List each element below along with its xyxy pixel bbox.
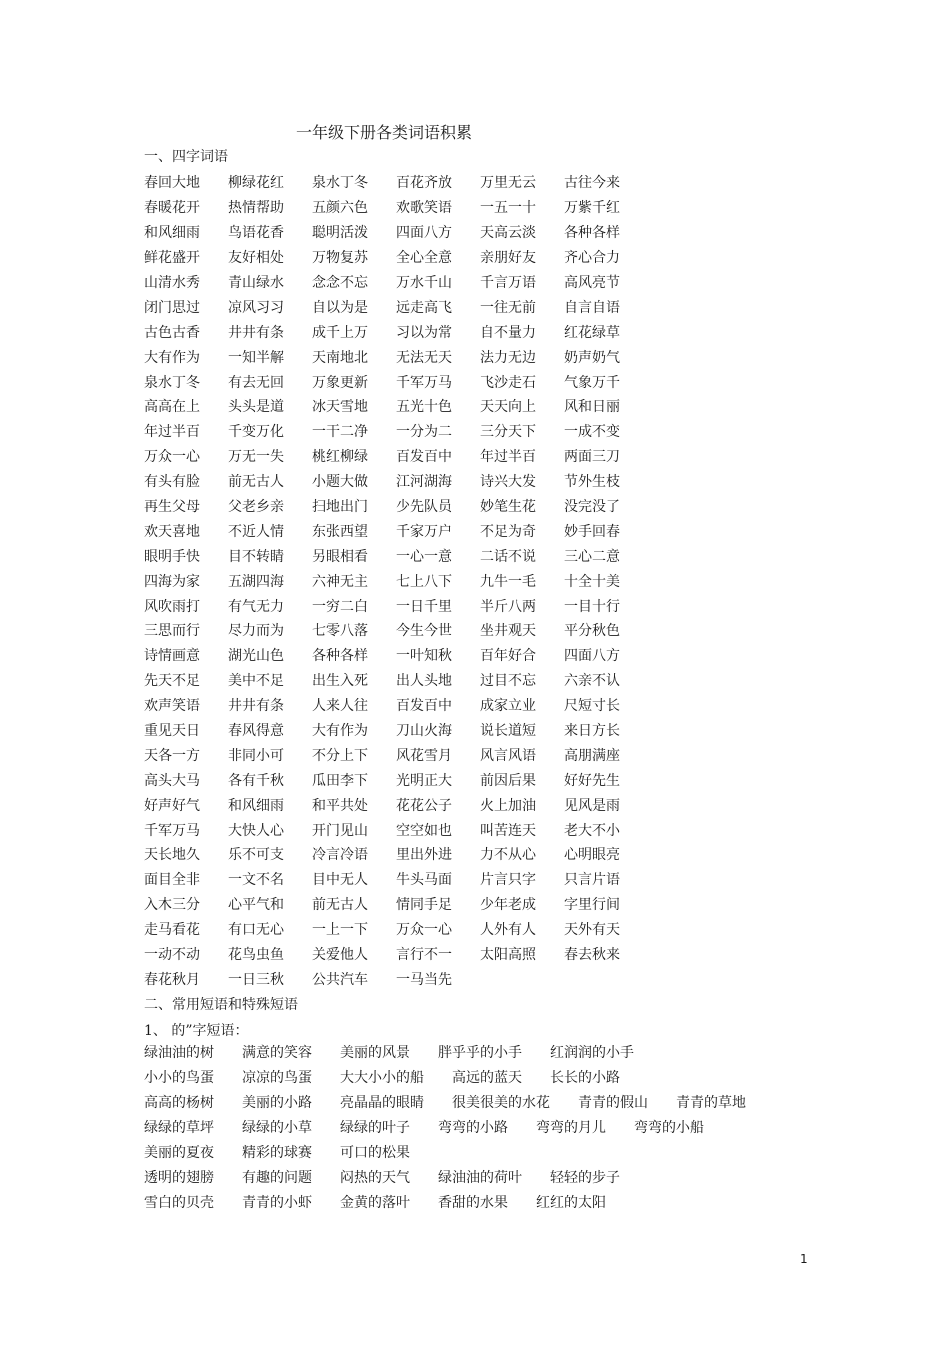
idiom-item: 妙手回春 <box>564 523 620 540</box>
phrase-item: 胖乎乎的小手 <box>438 1045 522 1062</box>
idiom-item: 聪明活泼 <box>312 225 368 242</box>
idiom-item: 无法无天 <box>396 349 452 366</box>
idiom-item: 父老乡亲 <box>228 499 284 516</box>
idiom-item: 两面三刀 <box>564 449 620 466</box>
idiom-item: 古色古香 <box>144 324 200 341</box>
section-heading-phrases: 二、常用短语和特殊短语 <box>144 997 298 1013</box>
idiom-item: 井井有条 <box>228 698 284 715</box>
phrase-row <box>144 1115 774 1140</box>
idiom-item: 千家万户 <box>396 523 452 540</box>
idiom-item: 一知半解 <box>228 349 284 366</box>
idiom-item: 空空如也 <box>396 822 452 839</box>
idiom-item: 非同小可 <box>228 747 284 764</box>
idiom-item: 乐不可支 <box>228 847 284 864</box>
idiom-item: 入木三分 <box>144 897 200 914</box>
idiom-row <box>144 767 648 792</box>
idiom-item: 尺短寸长 <box>564 698 620 715</box>
phrase-row <box>144 1090 774 1115</box>
phrase-list <box>144 1040 774 1214</box>
phrase-row <box>144 1164 774 1189</box>
idiom-item: 五光十色 <box>396 399 452 416</box>
idiom-item: 平分秋色 <box>564 623 620 640</box>
idiom-item: 花花公子 <box>396 797 452 814</box>
idiom-item: 自言自语 <box>564 299 620 316</box>
idiom-item: 一往无前 <box>480 299 536 316</box>
idiom-item: 千军万马 <box>144 822 200 839</box>
idiom-item: 全心全意 <box>396 250 452 267</box>
idiom-item: 美中不足 <box>228 673 284 690</box>
idiom-item: 天天向上 <box>480 399 536 416</box>
idiom-item: 好好先生 <box>564 772 620 789</box>
idiom-item: 成家立业 <box>480 698 536 715</box>
idiom-row <box>144 319 648 344</box>
idiom-item: 诗兴大发 <box>480 474 536 491</box>
idiom-item: 来日方长 <box>564 723 620 740</box>
idiom-item: 闭门思过 <box>144 299 200 316</box>
idiom-item: 只言片语 <box>564 872 620 889</box>
idiom-item: 百年好合 <box>480 648 536 665</box>
idiom-item: 不近人情 <box>228 523 284 540</box>
idiom-item: 六神无主 <box>312 573 368 590</box>
idiom-row <box>144 892 648 917</box>
idiom-row <box>144 369 648 394</box>
idiom-item: 百发百中 <box>396 449 452 466</box>
idiom-item: 前无古人 <box>312 897 368 914</box>
idiom-item: 自不量力 <box>480 324 536 341</box>
idiom-item: 友好相处 <box>228 250 284 267</box>
idiom-item: 万象更新 <box>312 374 368 391</box>
idiom-row <box>144 718 648 743</box>
idiom-item: 见风是雨 <box>564 797 620 814</box>
idiom-row <box>144 618 648 643</box>
idiom-item: 法力无边 <box>480 349 536 366</box>
idiom-row <box>144 568 648 593</box>
idiom-row <box>144 394 648 419</box>
phrase-row <box>144 1140 774 1165</box>
idiom-item: 千言万语 <box>480 275 536 291</box>
idiom-item: 花鸟虫鱼 <box>228 947 284 964</box>
idiom-item: 火上加油 <box>480 797 536 814</box>
idiom-item: 高高在上 <box>144 399 200 416</box>
idiom-item: 成千上万 <box>312 324 368 341</box>
phrase-row <box>144 1040 774 1065</box>
idiom-item: 光明正大 <box>396 772 452 789</box>
idiom-item: 百花齐放 <box>396 175 452 192</box>
phrase-item: 绿绿的叶子 <box>340 1120 410 1137</box>
idiom-item: 欢天喜地 <box>144 523 200 540</box>
idiom-item: 天外有天 <box>564 922 620 939</box>
idiom-row <box>144 344 648 369</box>
idiom-item: 走马看花 <box>144 922 200 939</box>
idiom-item: 七上八下 <box>396 573 452 590</box>
idiom-row <box>144 419 648 444</box>
phrase-item: 美丽的小路 <box>242 1095 312 1112</box>
idiom-row <box>144 543 648 568</box>
idiom-item: 春去秋来 <box>564 947 620 964</box>
idiom-item: 泉水丁冬 <box>312 175 368 192</box>
idiom-item: 欢歌笑语 <box>396 200 452 217</box>
idiom-item: 少先队员 <box>396 499 452 516</box>
idiom-item: 诗情画意 <box>144 648 200 665</box>
phrase-item: 绿油油的荷叶 <box>438 1169 522 1186</box>
idiom-item: 四面八方 <box>396 225 452 242</box>
phrase-item: 绿油油的树 <box>144 1045 214 1062</box>
idiom-item: 一日千里 <box>396 598 452 615</box>
idiom-row <box>144 867 648 892</box>
idiom-item: 万里无云 <box>480 175 536 192</box>
phrase-item: 红红的太阳 <box>536 1194 606 1211</box>
page-number: 1 <box>800 1252 808 1266</box>
idiom-item: 有气无力 <box>228 598 284 615</box>
idiom-item: 言行不一 <box>396 947 452 964</box>
idiom-item: 二话不说 <box>480 548 536 565</box>
idiom-item: 和平共处 <box>312 797 368 814</box>
subsection-heading-de-phrases: 1、 的”字短语： <box>144 1023 249 1039</box>
idiom-item: 前无古人 <box>228 474 284 491</box>
idiom-item: 力不从心 <box>480 847 536 864</box>
idiom-row <box>144 693 648 718</box>
phrase-item: 红润润的小手 <box>550 1045 634 1062</box>
idiom-item: 高头大马 <box>144 772 200 789</box>
idiom-item: 不足为奇 <box>480 523 536 540</box>
idiom-item: 前因后果 <box>480 772 536 789</box>
idiom-row <box>144 270 648 295</box>
idiom-item: 一成不变 <box>564 424 620 441</box>
phrase-item: 弯弯的月儿 <box>536 1120 606 1137</box>
idiom-row <box>144 494 648 519</box>
idiom-item: 小题大做 <box>312 474 368 491</box>
idiom-item: 亲朋好友 <box>480 250 536 267</box>
idiom-item: 万众一心 <box>396 922 452 939</box>
phrase-item: 美丽的夏夜 <box>144 1145 214 1161</box>
idiom-item: 一上一下 <box>312 922 368 939</box>
idiom-item: 千军万马 <box>396 374 452 391</box>
idiom-item: 有口无心 <box>228 922 284 939</box>
idiom-item: 过目不忘 <box>480 673 536 690</box>
idiom-item: 再生父母 <box>144 499 200 516</box>
idiom-item: 万水千山 <box>396 275 452 291</box>
phrase-item: 美丽的风景 <box>340 1045 410 1062</box>
idiom-item: 柳绿花红 <box>228 175 284 192</box>
idiom-item: 老大不小 <box>564 822 620 839</box>
idiom-item: 心明眼亮 <box>564 847 620 864</box>
page-title: 一年级下册各类词语积累 <box>296 123 473 142</box>
idiom-item: 万众一心 <box>144 449 200 466</box>
idiom-item: 有去无回 <box>228 374 284 391</box>
idiom-item: 六亲不认 <box>564 673 620 690</box>
idiom-item: 高朋满座 <box>564 747 620 764</box>
idiom-item: 一目十行 <box>564 598 620 615</box>
idiom-item: 七零八落 <box>312 623 368 640</box>
idiom-item: 扫地出门 <box>312 499 368 516</box>
idiom-item: 习以为常 <box>396 324 452 341</box>
idiom-item: 高风亮节 <box>564 275 620 291</box>
idiom-item: 人外有人 <box>480 922 536 939</box>
idiom-item: 眼明手快 <box>144 548 200 565</box>
idiom-item: 大快人心 <box>228 822 284 839</box>
idiom-item: 太阳高照 <box>480 947 536 964</box>
section-heading-idioms: 一、四字词语 <box>144 149 228 165</box>
idiom-item: 里出外进 <box>396 847 452 864</box>
idiom-item: 春风得意 <box>228 723 284 740</box>
phrase-item: 亮晶晶的眼睛 <box>340 1095 424 1112</box>
idiom-item: 九牛一毛 <box>480 573 536 590</box>
idiom-item: 情同手足 <box>396 897 452 914</box>
idiom-item: 头头是道 <box>228 399 284 416</box>
phrase-item: 大大小小的船 <box>340 1070 424 1087</box>
idiom-item: 万物复苏 <box>312 250 368 267</box>
idiom-item: 自以为是 <box>312 299 368 316</box>
phrase-item: 有趣的问题 <box>242 1169 312 1186</box>
idiom-item: 一马当先 <box>396 971 452 988</box>
idiom-list <box>144 170 648 991</box>
idiom-item: 山清水秀 <box>144 275 200 291</box>
idiom-item: 冰天雪地 <box>312 399 368 416</box>
idiom-item: 奶声奶气 <box>564 349 620 366</box>
idiom-item: 目中无人 <box>312 872 368 889</box>
idiom-item: 冷言冷语 <box>312 847 368 864</box>
idiom-row <box>144 593 648 618</box>
idiom-item: 一文不名 <box>228 872 284 889</box>
idiom-item: 今生今世 <box>396 623 452 640</box>
idiom-item: 一叶知秋 <box>396 648 452 665</box>
phrase-item: 透明的翅膀 <box>144 1169 214 1186</box>
idiom-item: 片言只字 <box>480 872 536 889</box>
phrase-item: 高远的蓝天 <box>452 1070 522 1087</box>
idiom-item: 红花绿草 <box>564 324 620 341</box>
idiom-item: 鸟语花香 <box>228 225 284 242</box>
idiom-item: 各种各样 <box>564 225 620 242</box>
phrase-item: 金黄的落叶 <box>340 1194 410 1211</box>
idiom-item: 泉水丁冬 <box>144 374 200 391</box>
idiom-item: 欢声笑语 <box>144 698 200 715</box>
idiom-item: 四海为家 <box>144 573 200 590</box>
idiom-item: 凉风习习 <box>228 299 284 316</box>
idiom-item: 远走高飞 <box>396 299 452 316</box>
idiom-row <box>144 245 648 270</box>
idiom-item: 字里行间 <box>564 897 620 914</box>
idiom-item: 人来人往 <box>312 698 368 715</box>
idiom-item: 五湖四海 <box>228 573 284 590</box>
idiom-item: 五颜六色 <box>312 200 368 217</box>
idiom-item: 三分天下 <box>480 424 536 441</box>
phrase-item: 很美很美的水花 <box>452 1095 550 1112</box>
phrase-item: 雪白的贝壳 <box>144 1194 214 1211</box>
idiom-row <box>144 220 648 245</box>
idiom-item: 不分上下 <box>312 747 368 764</box>
idiom-item: 各种各样 <box>312 648 368 665</box>
idiom-item: 开门见山 <box>312 822 368 839</box>
idiom-row <box>144 942 648 967</box>
idiom-item: 大有作为 <box>144 349 200 366</box>
idiom-item: 万紫千红 <box>564 200 620 217</box>
idiom-item: 井井有条 <box>228 324 284 341</box>
idiom-item: 十全十美 <box>564 573 620 590</box>
phrase-item: 青青的小虾 <box>242 1194 312 1211</box>
idiom-item: 风花雪月 <box>396 747 452 764</box>
idiom-item: 尽力而为 <box>228 623 284 640</box>
idiom-item: 齐心合力 <box>564 250 620 267</box>
idiom-item: 和风细雨 <box>144 225 200 242</box>
phrase-item: 绿绿的小草 <box>242 1120 312 1137</box>
idiom-item: 湖光山色 <box>228 648 284 665</box>
phrase-item: 满意的笑容 <box>242 1045 312 1062</box>
idiom-item: 春回大地 <box>144 175 200 192</box>
idiom-item: 各有千秋 <box>228 772 284 789</box>
phrase-item: 可口的松果 <box>340 1145 410 1161</box>
idiom-item: 心平气和 <box>228 897 284 914</box>
idiom-item: 风吹雨打 <box>144 598 200 615</box>
idiom-item: 关爱他人 <box>312 947 368 964</box>
idiom-item: 青山绿水 <box>228 275 284 291</box>
idiom-item: 万无一失 <box>228 449 284 466</box>
idiom-item: 没完没了 <box>564 499 620 516</box>
idiom-item: 天长地久 <box>144 847 200 864</box>
idiom-row <box>144 195 648 220</box>
idiom-item: 百发百中 <box>396 698 452 715</box>
phrase-row <box>144 1189 774 1214</box>
idiom-item: 千变万化 <box>228 424 284 441</box>
idiom-row <box>144 518 648 543</box>
phrase-item: 闷热的天气 <box>340 1169 410 1186</box>
idiom-item: 少年老成 <box>480 897 536 914</box>
idiom-row <box>144 842 648 867</box>
idiom-item: 桃红柳绿 <box>312 449 368 466</box>
idiom-row <box>144 668 648 693</box>
phrase-item: 青青的假山 <box>578 1095 648 1112</box>
idiom-item: 半斤八两 <box>480 598 536 615</box>
idiom-item: 面目全非 <box>144 872 200 889</box>
idiom-item: 妙笔生花 <box>480 499 536 516</box>
idiom-item: 一心一意 <box>396 548 452 565</box>
idiom-item: 四面八方 <box>564 648 620 665</box>
idiom-item: 一分为二 <box>396 424 452 441</box>
idiom-item: 东张西望 <box>312 523 368 540</box>
idiom-item: 刀山火海 <box>396 723 452 740</box>
idiom-item: 一五一十 <box>480 200 536 217</box>
idiom-item: 一干二净 <box>312 424 368 441</box>
idiom-row <box>144 643 648 668</box>
idiom-row <box>144 294 648 319</box>
idiom-item: 三心二意 <box>564 548 620 565</box>
idiom-item: 一日三秋 <box>228 971 284 988</box>
idiom-item: 有头有脸 <box>144 474 200 491</box>
idiom-row <box>144 469 648 494</box>
idiom-item: 天高云淡 <box>480 225 536 242</box>
idiom-row <box>144 967 648 992</box>
idiom-item: 叫苦连天 <box>480 822 536 839</box>
idiom-row <box>144 792 648 817</box>
idiom-item: 气象万千 <box>564 374 620 391</box>
idiom-item: 牛头马面 <box>396 872 452 889</box>
idiom-item: 飞沙走石 <box>480 374 536 391</box>
idiom-item: 春花秋月 <box>144 971 200 988</box>
idiom-item: 风言风语 <box>480 747 536 764</box>
idiom-item: 年过半百 <box>480 449 536 466</box>
phrase-item: 香甜的水果 <box>438 1194 508 1211</box>
phrase-item: 弯弯的小路 <box>438 1120 508 1137</box>
idiom-item: 好声好气 <box>144 797 200 814</box>
idiom-item: 天各一方 <box>144 747 200 764</box>
idiom-item: 瓜田李下 <box>312 772 368 789</box>
idiom-row <box>144 817 648 842</box>
phrase-item: 高高的杨树 <box>144 1095 214 1112</box>
idiom-row <box>144 742 648 767</box>
phrase-item: 凉凉的鸟蛋 <box>242 1070 312 1087</box>
idiom-item: 大有作为 <box>312 723 368 740</box>
idiom-item: 目不转睛 <box>228 548 284 565</box>
idiom-item: 风和日丽 <box>564 399 620 416</box>
idiom-row <box>144 917 648 942</box>
phrase-item: 轻轻的步子 <box>550 1169 620 1186</box>
idiom-item: 节外生枝 <box>564 474 620 491</box>
idiom-item: 春暖花开 <box>144 200 200 217</box>
idiom-row <box>144 444 648 469</box>
idiom-item: 坐井观天 <box>480 623 536 640</box>
idiom-item: 先天不足 <box>144 673 200 690</box>
idiom-item: 年过半百 <box>144 424 200 441</box>
phrase-item: 弯弯的小船 <box>634 1120 704 1137</box>
idiom-item: 一穷二白 <box>312 598 368 615</box>
phrase-item: 小小的鸟蛋 <box>144 1070 214 1087</box>
idiom-item: 另眼相看 <box>312 548 368 565</box>
idiom-item: 古往今来 <box>564 175 620 192</box>
phrase-row <box>144 1065 774 1090</box>
idiom-item: 鲜花盛开 <box>144 250 200 267</box>
idiom-item: 江河湖海 <box>396 474 452 491</box>
phrase-item: 青青的草地 <box>676 1095 746 1112</box>
idiom-row <box>144 170 648 195</box>
phrase-item: 精彩的球赛 <box>242 1145 312 1161</box>
idiom-item: 出人头地 <box>396 673 452 690</box>
idiom-item: 念念不忘 <box>312 275 368 291</box>
phrase-item: 绿绿的草坪 <box>144 1120 214 1137</box>
idiom-item: 公共汽车 <box>312 971 368 988</box>
phrase-item: 长长的小路 <box>550 1070 620 1087</box>
idiom-item: 重见天日 <box>144 723 200 740</box>
idiom-item: 天南地北 <box>312 349 368 366</box>
idiom-item: 出生入死 <box>312 673 368 690</box>
idiom-item: 三思而行 <box>144 623 200 640</box>
idiom-item: 和风细雨 <box>228 797 284 814</box>
idiom-item: 热情帮助 <box>228 200 284 217</box>
idiom-item: 一动不动 <box>144 947 200 964</box>
idiom-item: 说长道短 <box>480 723 536 740</box>
